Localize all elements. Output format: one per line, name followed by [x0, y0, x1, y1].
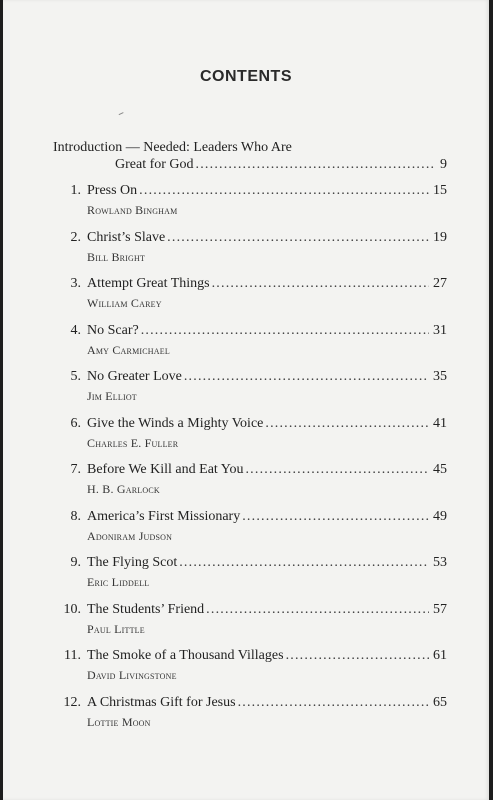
chapter-title: The Flying Scot: [87, 555, 178, 570]
dot-leader: [141, 323, 429, 339]
dot-leader: [196, 157, 436, 173]
dot-leader: [212, 276, 429, 292]
chapter-author: H. B. Garlock: [87, 482, 160, 496]
chapter-title: Christ’s Slave: [87, 230, 166, 245]
dot-leader: [245, 462, 429, 478]
chapter-entry: [53, 230, 447, 246]
chapter-page-number: 19: [433, 230, 447, 245]
dot-leader: [238, 695, 429, 711]
chapter-number: 8.: [70, 509, 81, 524]
dot-leader: [179, 555, 429, 571]
chapter-title: Give the Winds a Mighty Voice: [87, 416, 264, 431]
chapter-page-number: 31: [433, 323, 447, 338]
chapter-entry: [53, 462, 447, 478]
chapter-number: 11.: [64, 648, 81, 663]
chapter-title: America’s First Missionary: [87, 509, 241, 524]
chapter-page-number: 27: [433, 276, 447, 291]
chapter-title: Before We Kill and Eat You: [87, 462, 244, 477]
contents-heading: CONTENTS: [200, 68, 292, 85]
chapter-number: 6.: [70, 416, 81, 431]
dot-leader: [265, 416, 429, 432]
chapter-page-number: 65: [433, 695, 447, 710]
chapter-entry: [53, 276, 447, 292]
dot-leader: [184, 369, 429, 385]
chapter-title: A Christmas Gift for Jesus: [87, 695, 236, 710]
chapter-number: 10.: [63, 602, 81, 617]
chapter-author: Lottie Moon: [87, 715, 151, 729]
chapter-author: Charles E. Fuller: [87, 436, 179, 450]
chapter-title: Press On: [87, 183, 138, 198]
chapter-entry: [53, 555, 447, 571]
intro-title-line1: Introduction — Needed: Leaders Who Are: [53, 140, 292, 155]
chapter-author: William Carey: [87, 296, 162, 310]
chapter-number: 7.: [70, 462, 81, 477]
chapter-entry: [53, 509, 447, 525]
chapter-entry: [53, 602, 447, 618]
book-page: [3, 0, 489, 800]
chapter-title: The Students’ Friend: [87, 602, 205, 617]
chapter-title: The Smoke of a Thousand Villages: [87, 648, 284, 663]
chapter-page-number: 53: [433, 555, 447, 570]
intro-entry: [115, 157, 447, 173]
chapter-number: 12.: [63, 695, 81, 710]
pencil-mark: [119, 112, 125, 117]
chapter-page-number: 49: [433, 509, 447, 524]
chapter-entry: [53, 695, 447, 711]
chapter-entry: [53, 323, 447, 339]
chapter-author: Rowland Bingham: [87, 203, 178, 217]
intro-title-line2: Great for God: [115, 157, 194, 172]
chapter-entry: [53, 183, 447, 199]
chapter-page-number: 35: [433, 369, 447, 384]
chapter-entry: [53, 369, 447, 385]
chapter-title: No Scar?: [87, 323, 139, 338]
chapter-entry: [53, 648, 447, 664]
dot-leader: [139, 183, 429, 199]
chapter-number: 3.: [70, 276, 81, 291]
chapter-title: Attempt Great Things: [87, 276, 210, 291]
chapter-number: 4.: [70, 323, 81, 338]
chapter-page-number: 57: [433, 602, 447, 617]
intro-page-number: 9: [440, 157, 447, 172]
chapter-number: 1.: [70, 183, 81, 198]
chapter-author: Jim Elliot: [87, 389, 137, 403]
chapter-author: Bill Bright: [87, 250, 146, 264]
chapter-entry: [53, 416, 447, 432]
chapter-number: 2.: [70, 230, 81, 245]
chapter-author: Paul Little: [87, 622, 145, 636]
chapter-page-number: 45: [433, 462, 447, 477]
chapter-title: No Greater Love: [87, 369, 182, 384]
chapter-author: Eric Liddell: [87, 575, 150, 589]
dot-leader: [167, 230, 429, 246]
dot-leader: [286, 648, 429, 664]
chapter-page-number: 15: [433, 183, 447, 198]
chapter-author: Adoniram Judson: [87, 529, 173, 543]
chapter-number: 5.: [70, 369, 81, 384]
chapter-author: Amy Carmichael: [87, 343, 170, 357]
chapter-page-number: 61: [433, 648, 447, 663]
dot-leader: [242, 509, 429, 525]
chapter-number: 9.: [70, 555, 81, 570]
chapter-page-number: 41: [433, 416, 447, 431]
chapter-author: David Livingstone: [87, 668, 177, 682]
dot-leader: [206, 602, 429, 618]
